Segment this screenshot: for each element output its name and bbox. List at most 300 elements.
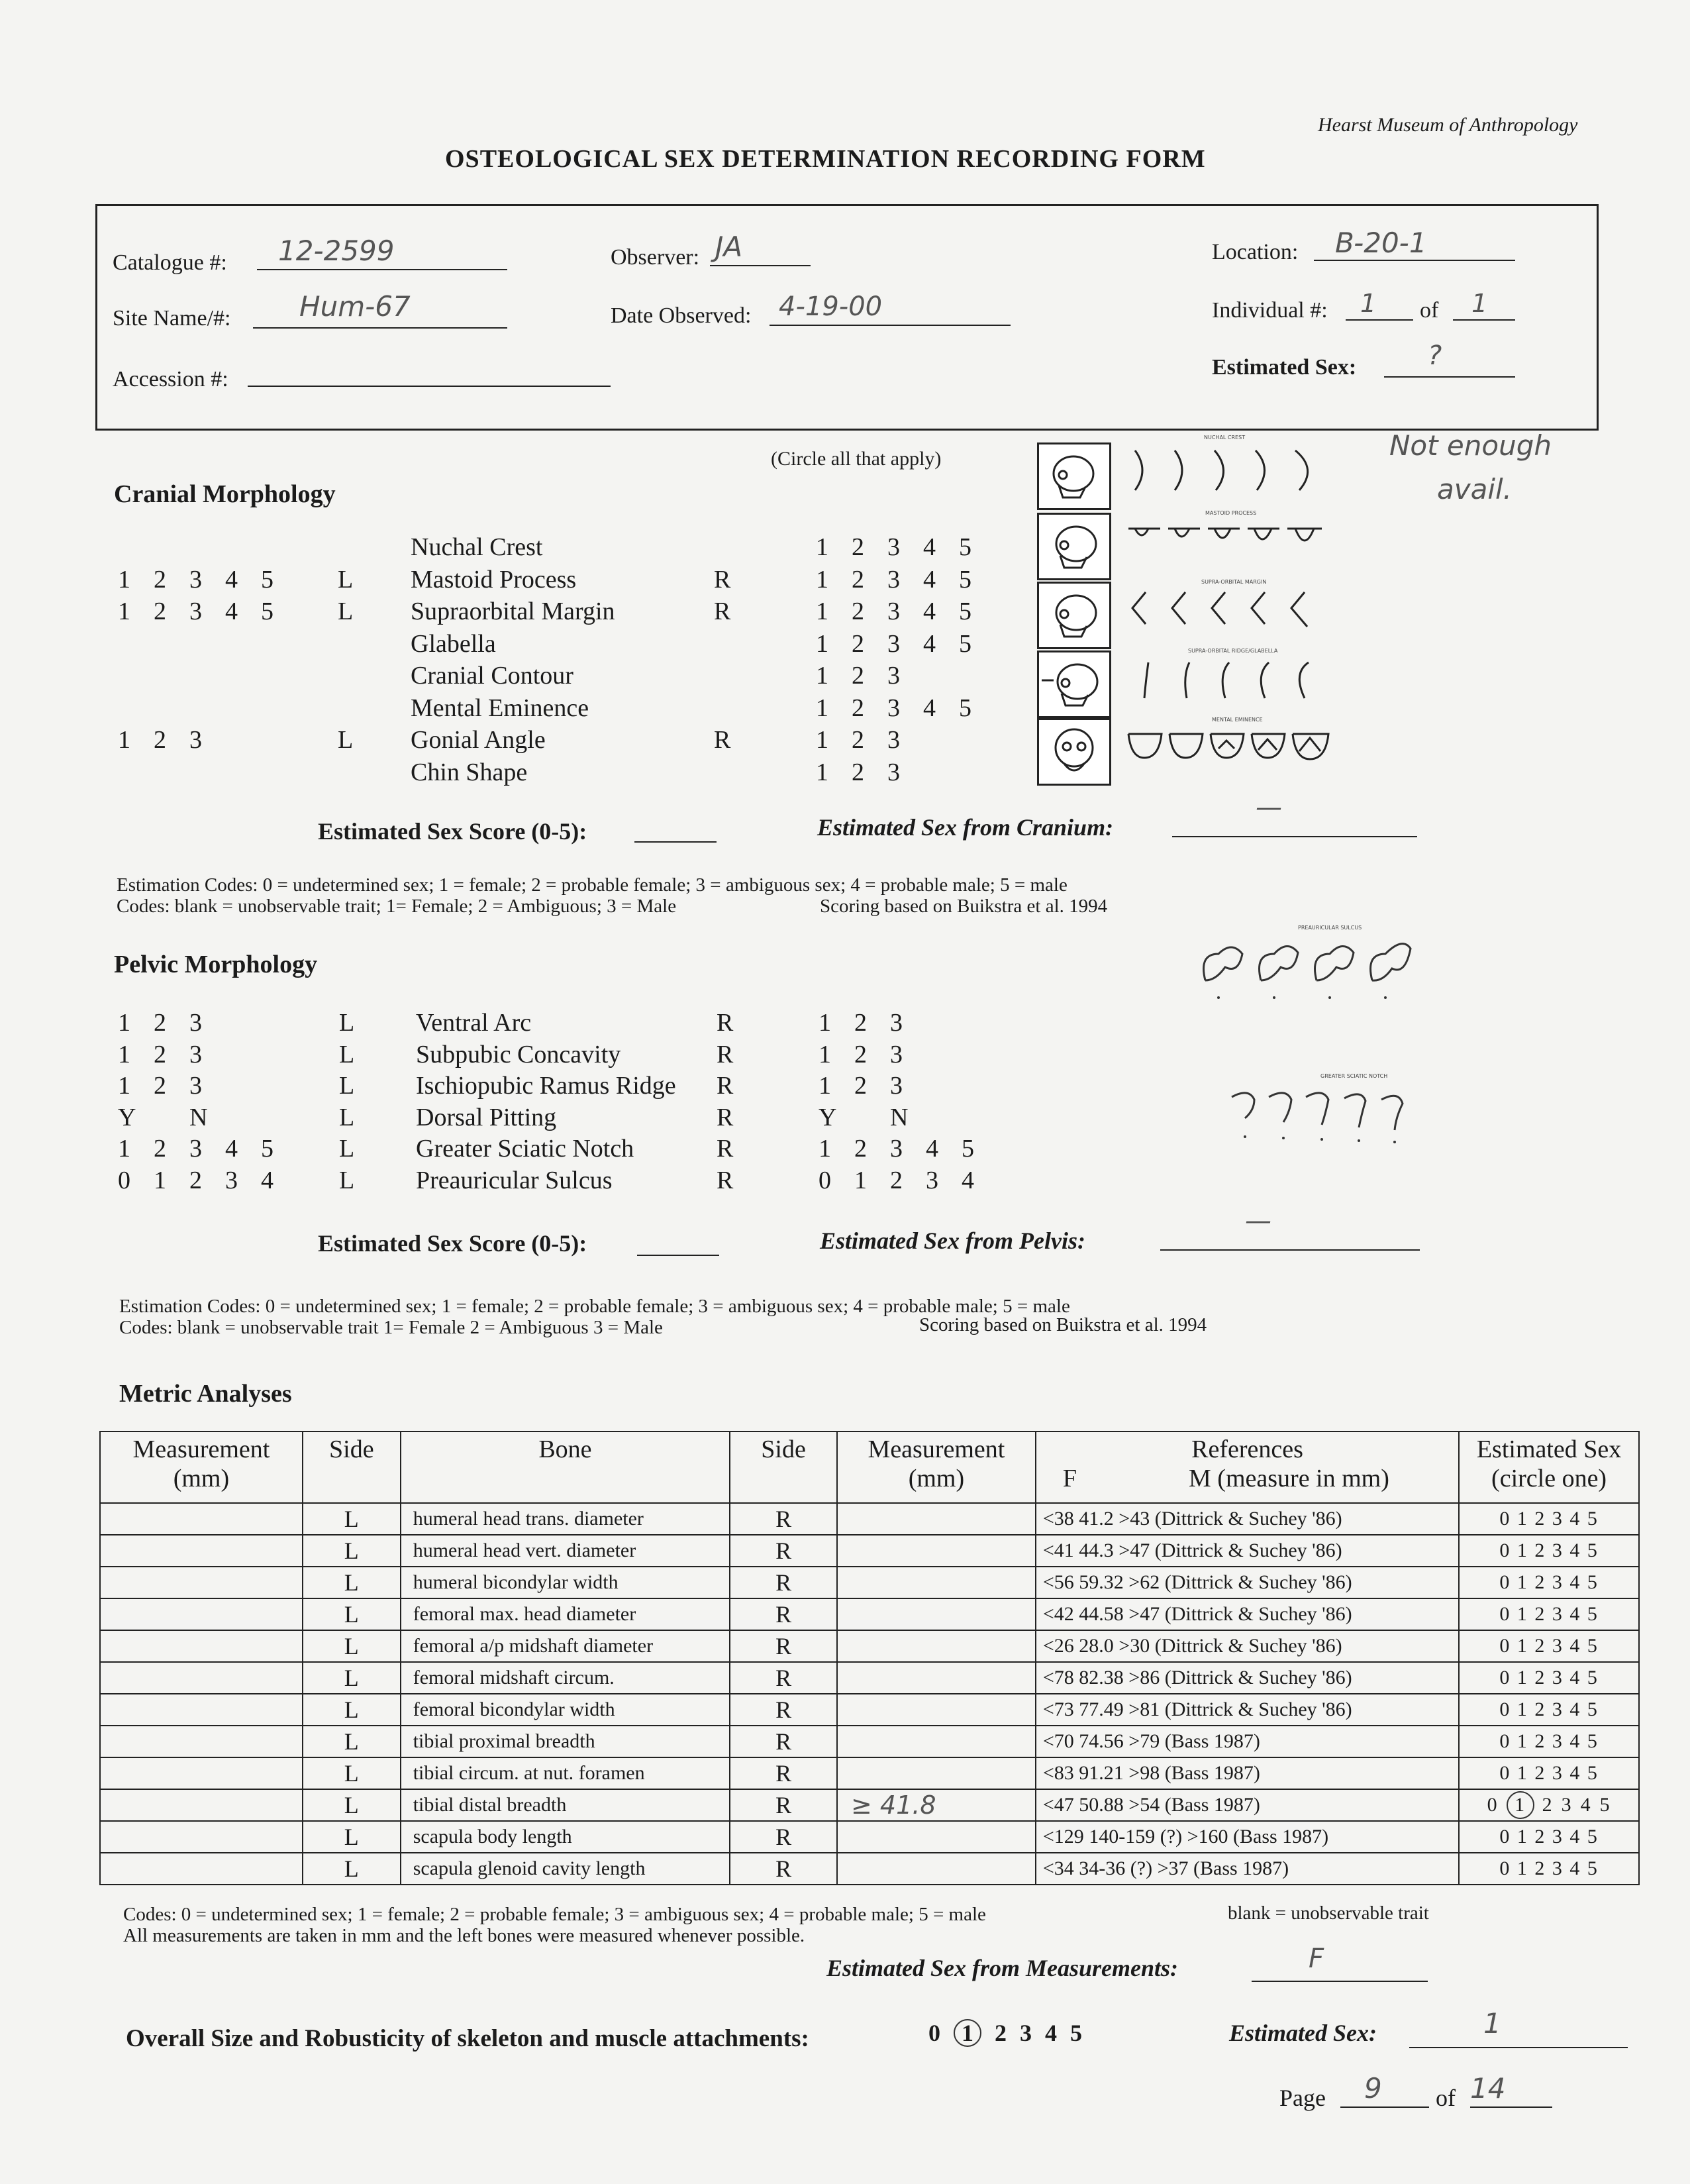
cranial-trait-row bbox=[0, 756, 1690, 788]
pelvic-from-value[interactable]: — bbox=[1245, 1206, 1271, 1236]
right-score-option[interactable]: 1 bbox=[816, 726, 828, 754]
metric-title: Metric Analyses bbox=[119, 1380, 292, 1408]
chin-diagram-3 bbox=[1211, 734, 1244, 758]
bone-cell: scapula glenoid cavity length bbox=[401, 1853, 730, 1885]
left-score-option[interactable]: 3 bbox=[189, 565, 202, 594]
mastoid-diagram-5 bbox=[1287, 529, 1322, 541]
right-score-options[interactable] bbox=[816, 660, 923, 692]
page-label: Page bbox=[1279, 2085, 1326, 2111]
left-side-label: L bbox=[338, 726, 354, 754]
supraorbital-diagrams bbox=[1126, 587, 1338, 633]
page-total[interactable]: 14 bbox=[1470, 2072, 1506, 2105]
reference-cell: <73 77.49 >81 (Dittrick & Suchey '86) bbox=[1036, 1694, 1459, 1726]
table-row bbox=[100, 1567, 1639, 1598]
measurement-right-cell[interactable] bbox=[837, 1503, 1036, 1535]
trait-name: Ventral Arc bbox=[416, 1009, 532, 1037]
sex-option[interactable]: 0 bbox=[1487, 1794, 1499, 1816]
left-score-option[interactable]: 3 bbox=[189, 1009, 202, 1037]
skull-icon bbox=[1039, 444, 1109, 508]
left-score-option[interactable]: 3 bbox=[189, 598, 202, 625]
table-row bbox=[100, 1853, 1639, 1885]
left-score-option[interactable]: 3 bbox=[189, 1040, 202, 1068]
right-side-label: R bbox=[714, 565, 731, 594]
cranial-trait-row bbox=[0, 628, 1690, 660]
table-row bbox=[100, 1821, 1639, 1853]
left-score-option[interactable]: 1 bbox=[118, 1009, 130, 1037]
right-score-option[interactable]: 2 bbox=[890, 1166, 903, 1194]
location-line bbox=[1314, 260, 1515, 261]
measurement-right-cell[interactable] bbox=[837, 1598, 1036, 1630]
left-side-label: L bbox=[339, 1009, 355, 1037]
left-score-option[interactable]: 2 bbox=[154, 1135, 166, 1163]
right-score-option[interactable]: 3 bbox=[887, 533, 900, 561]
estimated-sex-options[interactable]: 0 1 2 3 4 5 bbox=[1459, 1630, 1639, 1662]
right-score-option[interactable]: 3 bbox=[887, 629, 900, 658]
page-line bbox=[1340, 2106, 1429, 2108]
metric-from-value[interactable]: F bbox=[1309, 1944, 1324, 1974]
right-side-label: R bbox=[717, 1072, 734, 1100]
left-score-option[interactable]: 5 bbox=[261, 565, 273, 594]
cranial-score-label: Estimated Sex Score (0-5): bbox=[318, 818, 587, 845]
nuchal-crest-diagrams bbox=[1126, 444, 1338, 497]
reference-cell: <26 28.0 >30 (Dittrick & Suchey '86) bbox=[1036, 1630, 1459, 1662]
catalogue-value[interactable]: 12-2599 bbox=[278, 234, 395, 267]
header-side-left: Side bbox=[303, 1431, 401, 1503]
sex-option[interactable]: 3 bbox=[1561, 1794, 1573, 1816]
right-score-option[interactable]: 2 bbox=[852, 598, 864, 625]
right-side-label: R bbox=[714, 598, 731, 625]
right-score-options[interactable] bbox=[819, 1133, 997, 1165]
circled-option[interactable]: 1 bbox=[954, 2019, 981, 2047]
bone-cell: humeral bicondylar width bbox=[401, 1567, 730, 1598]
right-score-option[interactable]: 3 bbox=[887, 726, 900, 754]
reference-cell: <38 41.2 >43 (Dittrick & Suchey '86) bbox=[1036, 1503, 1459, 1535]
side-left-cell: L bbox=[303, 1694, 401, 1726]
trait-name: Chin Shape bbox=[411, 758, 528, 786]
header-measurement-right: Measurement (mm) bbox=[837, 1431, 1036, 1503]
left-score-option[interactable]: 2 bbox=[154, 565, 166, 594]
robusticity-option[interactable]: 2 bbox=[995, 2020, 1007, 2046]
individual-total[interactable]: 1 bbox=[1471, 289, 1488, 318]
right-score-option[interactable]: 3 bbox=[890, 1135, 903, 1163]
right-score-option[interactable]: 3 bbox=[887, 565, 900, 594]
header-side-right: Side bbox=[730, 1431, 837, 1503]
sex-option[interactable]: 4 bbox=[1580, 1794, 1592, 1816]
left-score-options[interactable] bbox=[118, 596, 297, 627]
right-score-options[interactable] bbox=[816, 564, 995, 596]
header-bone: Bone bbox=[401, 1431, 730, 1503]
date-value[interactable]: 4-19-00 bbox=[779, 291, 883, 322]
estimated-sex-options[interactable]: 0 1 2 3 4 5 bbox=[1459, 1598, 1639, 1630]
measurement-right-cell[interactable] bbox=[837, 1726, 1036, 1757]
measurement-left-cell[interactable] bbox=[100, 1535, 303, 1567]
right-score-option[interactable]: 2 bbox=[854, 1072, 867, 1100]
right-score-options[interactable] bbox=[816, 692, 995, 724]
right-score-options[interactable] bbox=[816, 596, 995, 627]
table-row bbox=[100, 1789, 1639, 1821]
cranial-trait-row bbox=[0, 596, 1690, 627]
circled-option[interactable]: 1 bbox=[1507, 1791, 1534, 1819]
bone-cell: femoral max. head diameter bbox=[401, 1598, 730, 1630]
cranial-from-line bbox=[1172, 836, 1417, 837]
left-side-label: L bbox=[339, 1103, 355, 1131]
table-row bbox=[100, 1503, 1639, 1535]
diagram-label-mastoid: MASTOID PROCESS bbox=[1205, 510, 1257, 516]
skull-lateral-thumb-2 bbox=[1037, 513, 1111, 580]
individual-of-label: of bbox=[1420, 298, 1439, 323]
left-score-option[interactable]: 1 bbox=[118, 1072, 130, 1100]
sex-option[interactable]: 2 bbox=[1542, 1794, 1554, 1816]
side-left-cell: L bbox=[303, 1662, 401, 1694]
left-score-option[interactable]: 3 bbox=[189, 1072, 202, 1100]
reference-cell: <42 44.58 >47 (Dittrick & Suchey '86) bbox=[1036, 1598, 1459, 1630]
estimated-sex-options[interactable]: 0 1 2 3 4 5 bbox=[1459, 1853, 1639, 1885]
table-row bbox=[100, 1694, 1639, 1726]
glabella-diagram-2 bbox=[1185, 662, 1189, 698]
left-score-option[interactable]: 2 bbox=[189, 1166, 202, 1194]
metric-table bbox=[99, 1431, 1640, 1885]
metric-table-body bbox=[100, 1503, 1639, 1885]
trait-name: Subpubic Concavity bbox=[416, 1040, 621, 1068]
left-score-option[interactable]: 1 bbox=[154, 1166, 166, 1194]
side-right-cell: R bbox=[730, 1567, 837, 1598]
header-estimated-sex: Estimated Sex (circle one) bbox=[1459, 1431, 1639, 1503]
bone-cell: scapula body length bbox=[401, 1821, 730, 1853]
supraorbital-diagram-3 bbox=[1212, 592, 1225, 624]
cranial-codes-2a: Codes: blank = unobservable trait; 1= Female; 2 = Ambiguous; 3 = Male bbox=[117, 896, 677, 917]
header-est-sex-value[interactable]: ? bbox=[1428, 340, 1442, 371]
right-score-option[interactable]: 2 bbox=[852, 629, 864, 658]
overall-label: Overall Size and Robusticity of skeleton and muscle attachments: bbox=[126, 2025, 809, 2052]
cranial-trait-row bbox=[0, 531, 1690, 563]
measurement-right-cell[interactable] bbox=[837, 1757, 1036, 1789]
right-score-option[interactable]: 2 bbox=[852, 533, 864, 561]
right-score-option[interactable]: Y bbox=[819, 1103, 837, 1131]
overall-est-line bbox=[1409, 2047, 1628, 2048]
individual-label: Individual #: bbox=[1212, 298, 1328, 323]
estimated-sex-options[interactable]: 0 1 2 3 4 5 bbox=[1459, 1694, 1639, 1726]
right-score-option[interactable]: 1 bbox=[819, 1009, 831, 1037]
form-title: OSTEOLOGICAL SEX DETERMINATION RECORDING FORM bbox=[445, 145, 1206, 173]
right-score-option[interactable]: 1 bbox=[816, 662, 828, 690]
estimated-sex-options[interactable]: 0 1 2 3 4 5 bbox=[1459, 1567, 1639, 1598]
reference-cell: <56 59.32 >62 (Dittrick & Suchey '86) bbox=[1036, 1567, 1459, 1598]
left-score-option[interactable]: 2 bbox=[154, 598, 166, 625]
measurement-left-cell[interactable] bbox=[100, 1662, 303, 1694]
bone-cell: femoral a/p midshaft diameter bbox=[401, 1630, 730, 1662]
measurement-left-cell[interactable] bbox=[100, 1598, 303, 1630]
right-side-label: R bbox=[717, 1040, 734, 1068]
right-score-option[interactable]: 1 bbox=[816, 758, 828, 786]
pelvic-trait-row bbox=[0, 1102, 1690, 1133]
mastoid-diagram-2 bbox=[1168, 529, 1200, 537]
reference-cell: <129 140-159 (?) >160 (Bass 1987) bbox=[1036, 1821, 1459, 1853]
date-line bbox=[770, 325, 1011, 326]
right-score-option[interactable]: 1 bbox=[819, 1072, 831, 1100]
right-score-option[interactable]: 0 bbox=[819, 1166, 831, 1194]
measurement-left-cell[interactable] bbox=[100, 1853, 303, 1885]
left-score-option[interactable]: 3 bbox=[225, 1166, 238, 1194]
glabella-diagram-1 bbox=[1144, 662, 1148, 698]
measurement-right-cell[interactable] bbox=[837, 1535, 1036, 1567]
trait-name: Mental Eminence bbox=[411, 694, 589, 722]
bone-cell: humeral head trans. diameter bbox=[401, 1503, 730, 1535]
right-score-option[interactable]: 3 bbox=[887, 662, 900, 690]
left-side-label: L bbox=[339, 1135, 355, 1163]
left-side-label: L bbox=[339, 1072, 355, 1100]
pelvic-codes-1: Estimation Codes: 0 = undetermined sex; 1 = female; 2 = probable female; 3 = ambiguous sex; 4 = probable male; 5 = male bbox=[119, 1296, 1070, 1317]
measurement-left-cell[interactable] bbox=[100, 1567, 303, 1598]
left-score-options[interactable] bbox=[118, 1165, 297, 1196]
measurement-right-cell[interactable] bbox=[837, 1662, 1036, 1694]
left-score-option[interactable]: 1 bbox=[118, 565, 130, 594]
estimated-sex-options[interactable]: 0 1 2 3 4 5 bbox=[1459, 1726, 1639, 1757]
left-score-options[interactable] bbox=[118, 724, 225, 756]
left-score-option[interactable]: 4 bbox=[261, 1166, 273, 1194]
reference-cell: <34 34-36 (?) >37 (Bass 1987) bbox=[1036, 1853, 1459, 1885]
right-score-option[interactable]: 3 bbox=[887, 758, 900, 786]
individual-value[interactable]: 1 bbox=[1360, 289, 1377, 318]
right-score-option[interactable]: 5 bbox=[962, 1135, 974, 1163]
estimated-sex-options[interactable] bbox=[1459, 1789, 1639, 1821]
measurement-left-cell[interactable] bbox=[100, 1694, 303, 1726]
right-score-option[interactable]: 3 bbox=[890, 1040, 903, 1068]
robusticity-option[interactable]: 4 bbox=[1045, 2020, 1057, 2046]
left-score-option[interactable]: 1 bbox=[118, 1135, 130, 1163]
left-score-option[interactable]: 1 bbox=[118, 726, 130, 754]
accession-line bbox=[248, 386, 611, 387]
right-score-option[interactable]: 4 bbox=[962, 1166, 974, 1194]
right-score-option[interactable]: 1 bbox=[854, 1166, 867, 1194]
right-score-option[interactable]: 1 bbox=[816, 629, 828, 658]
measurement-left-cell[interactable] bbox=[100, 1821, 303, 1853]
right-score-options[interactable] bbox=[819, 1165, 997, 1196]
catalogue-label: Catalogue #: bbox=[113, 250, 227, 275]
right-score-option[interactable]: 1 bbox=[819, 1135, 831, 1163]
robusticity-option[interactable]: 3 bbox=[1020, 2020, 1032, 2046]
catalogue-line bbox=[257, 269, 507, 270]
left-score-option[interactable]: 1 bbox=[118, 1040, 130, 1068]
trait-name: Glabella bbox=[411, 629, 496, 658]
left-score-options[interactable] bbox=[118, 1039, 225, 1070]
robusticity-option[interactable]: 5 bbox=[1070, 2020, 1082, 2046]
right-score-option[interactable]: 1 bbox=[816, 565, 828, 594]
right-score-option[interactable]: 1 bbox=[816, 598, 828, 625]
site-value[interactable]: Hum-67 bbox=[299, 290, 411, 323]
estimated-sex-options[interactable]: 0 1 2 3 4 5 bbox=[1459, 1821, 1639, 1853]
right-score-options[interactable] bbox=[816, 531, 995, 563]
table-row bbox=[100, 1757, 1639, 1789]
side-right-cell: R bbox=[730, 1630, 837, 1662]
individual-line bbox=[1346, 319, 1413, 321]
measurement-left-cell[interactable] bbox=[100, 1789, 303, 1821]
left-score-option[interactable]: 0 bbox=[118, 1166, 130, 1194]
left-score-option[interactable]: 2 bbox=[154, 1072, 166, 1100]
preauricular-diagram-2 bbox=[1260, 946, 1299, 980]
overall-est-value[interactable]: 1 bbox=[1483, 2007, 1501, 2040]
right-score-option[interactable]: 4 bbox=[923, 694, 936, 722]
overall-scale[interactable] bbox=[922, 2019, 1089, 2047]
right-score-option[interactable]: 4 bbox=[923, 533, 936, 561]
left-score-option[interactable]: 3 bbox=[189, 1135, 202, 1163]
metric-from-label: Estimated Sex from Measurements: bbox=[826, 1955, 1179, 1981]
left-score-options[interactable] bbox=[118, 1070, 225, 1102]
glabella-diagrams bbox=[1126, 656, 1338, 709]
bone-cell: tibial distal breadth bbox=[401, 1789, 730, 1821]
chin-diagram-4 bbox=[1252, 734, 1285, 758]
right-score-option[interactable]: 4 bbox=[926, 1135, 938, 1163]
right-score-option[interactable]: 1 bbox=[816, 694, 828, 722]
mastoid-diagram-4 bbox=[1248, 529, 1279, 539]
right-score-option[interactable]: 5 bbox=[959, 565, 971, 594]
measurement-left-cell[interactable] bbox=[100, 1757, 303, 1789]
right-score-option[interactable]: 5 bbox=[959, 533, 971, 561]
site-line bbox=[253, 327, 507, 329]
left-score-option[interactable]: 5 bbox=[261, 1135, 273, 1163]
nuchal-diagram-4 bbox=[1256, 450, 1265, 490]
right-score-option[interactable]: N bbox=[890, 1103, 909, 1131]
cranial-from-value[interactable]: — bbox=[1256, 792, 1282, 823]
side-left-cell: L bbox=[303, 1726, 401, 1757]
measurement-right-cell[interactable] bbox=[837, 1567, 1036, 1598]
right-score-options[interactable] bbox=[816, 756, 923, 788]
trait-name: Mastoid Process bbox=[411, 565, 577, 594]
cranial-trait-row bbox=[0, 660, 1690, 692]
measurement-left-cell[interactable] bbox=[100, 1503, 303, 1535]
glabella-diagram-4 bbox=[1261, 662, 1269, 698]
right-score-option[interactable]: 2 bbox=[852, 565, 864, 594]
right-score-option[interactable]: 3 bbox=[926, 1166, 938, 1194]
side-right-cell: R bbox=[730, 1853, 837, 1885]
left-score-option[interactable]: 5 bbox=[261, 598, 273, 625]
location-value[interactable]: B-20-1 bbox=[1335, 227, 1427, 259]
right-score-option[interactable]: 2 bbox=[854, 1040, 867, 1068]
cranial-title: Cranial Morphology bbox=[114, 480, 336, 508]
estimated-sex-options[interactable]: 0 1 2 3 4 5 bbox=[1459, 1535, 1639, 1567]
left-score-options[interactable] bbox=[118, 1007, 225, 1039]
right-score-options[interactable] bbox=[819, 1007, 926, 1039]
cranial-from-label: Estimated Sex from Cranium: bbox=[817, 814, 1114, 841]
glabella-diagram-3 bbox=[1222, 662, 1229, 698]
left-score-option[interactable]: 2 bbox=[154, 1040, 166, 1068]
estimated-sex-options[interactable]: 0 1 2 3 4 5 bbox=[1459, 1503, 1639, 1535]
left-score-options[interactable] bbox=[118, 1133, 297, 1165]
measurement-right-cell[interactable] bbox=[837, 1694, 1036, 1726]
left-score-option[interactable]: N bbox=[189, 1103, 208, 1131]
right-score-option[interactable]: 3 bbox=[887, 598, 900, 625]
table-row bbox=[100, 1535, 1639, 1567]
measurement-left-cell[interactable] bbox=[100, 1726, 303, 1757]
right-score-option[interactable]: 3 bbox=[887, 694, 900, 722]
right-score-option[interactable]: 2 bbox=[852, 726, 864, 754]
right-score-options[interactable] bbox=[816, 628, 995, 660]
measurement-right-cell[interactable]: ≥ 41.8 bbox=[837, 1789, 1036, 1821]
left-side-label: L bbox=[339, 1166, 355, 1194]
bone-cell: tibial circum. at nut. foramen bbox=[401, 1757, 730, 1789]
site-label: Site Name/#: bbox=[113, 306, 231, 331]
side-right-cell: R bbox=[730, 1726, 837, 1757]
right-score-option[interactable]: 2 bbox=[852, 694, 864, 722]
left-score-option[interactable]: 3 bbox=[189, 726, 202, 754]
metric-header-row bbox=[100, 1431, 1639, 1503]
left-score-option[interactable]: 4 bbox=[225, 1135, 238, 1163]
left-score-option[interactable]: 2 bbox=[154, 1009, 166, 1037]
left-score-option[interactable]: Y bbox=[118, 1103, 136, 1131]
right-score-option[interactable]: 2 bbox=[852, 662, 864, 690]
observer-value[interactable]: JA bbox=[715, 231, 743, 263]
trait-name: Nuchal Crest bbox=[411, 533, 543, 561]
nuchal-diagram-3 bbox=[1215, 450, 1224, 490]
pelvic-trait-row bbox=[0, 1070, 1690, 1102]
measurement-right-cell[interactable] bbox=[837, 1853, 1036, 1885]
side-right-cell: R bbox=[730, 1757, 837, 1789]
table-row bbox=[100, 1726, 1639, 1757]
glabella-diagram-5 bbox=[1299, 662, 1309, 698]
measurement-right-cell[interactable] bbox=[837, 1630, 1036, 1662]
bone-cell: femoral midshaft circum. bbox=[401, 1662, 730, 1694]
side-right-cell: R bbox=[730, 1503, 837, 1535]
right-score-option[interactable]: 5 bbox=[959, 694, 971, 722]
side-right-cell: R bbox=[730, 1535, 837, 1567]
right-score-option[interactable]: 4 bbox=[923, 565, 936, 594]
diagram-label-supraorbital: SUPRA-ORBITAL MARGIN bbox=[1201, 579, 1267, 585]
right-score-options[interactable] bbox=[819, 1102, 926, 1133]
left-score-option[interactable]: 4 bbox=[225, 565, 238, 594]
chin-diagram-1 bbox=[1128, 734, 1162, 758]
robusticity-option[interactable]: 0 bbox=[928, 2020, 940, 2046]
skull-icon bbox=[1039, 584, 1109, 647]
reference-cell: <70 74.56 >79 (Bass 1987) bbox=[1036, 1726, 1459, 1757]
side-left-cell: L bbox=[303, 1853, 401, 1885]
skull-lateral-thumb-4 bbox=[1037, 650, 1111, 718]
right-score-option[interactable]: 3 bbox=[890, 1072, 903, 1100]
right-score-option[interactable]: 2 bbox=[852, 758, 864, 786]
right-score-option[interactable]: 1 bbox=[819, 1040, 831, 1068]
left-score-options[interactable] bbox=[118, 564, 297, 596]
right-score-option[interactable]: 2 bbox=[854, 1135, 867, 1163]
sex-option[interactable]: 5 bbox=[1599, 1794, 1611, 1816]
page-value[interactable]: 9 bbox=[1364, 2072, 1382, 2105]
left-score-option[interactable]: 1 bbox=[118, 598, 130, 625]
right-score-option[interactable]: 5 bbox=[959, 598, 971, 625]
left-score-options[interactable] bbox=[118, 1102, 225, 1133]
cranial-trait-row bbox=[0, 564, 1690, 596]
header-references bbox=[1036, 1431, 1459, 1503]
right-score-option[interactable]: 1 bbox=[816, 533, 828, 561]
side-left-cell: L bbox=[303, 1821, 401, 1853]
left-score-option[interactable]: 4 bbox=[225, 598, 238, 625]
cranial-score-line bbox=[634, 841, 717, 843]
right-score-option[interactable]: 4 bbox=[923, 598, 936, 625]
right-score-option[interactable]: 3 bbox=[890, 1009, 903, 1037]
date-label: Date Observed: bbox=[611, 303, 752, 328]
header-est-sex-label: Estimated Sex: bbox=[1212, 355, 1357, 380]
right-score-option[interactable]: 5 bbox=[959, 629, 971, 658]
right-score-options[interactable] bbox=[816, 724, 923, 756]
measurement-right-cell[interactable] bbox=[837, 1821, 1036, 1853]
left-score-option[interactable]: 2 bbox=[154, 726, 166, 754]
estimated-sex-options[interactable]: 0 1 2 3 4 5 bbox=[1459, 1757, 1639, 1789]
measurement-left-cell[interactable] bbox=[100, 1630, 303, 1662]
right-score-options[interactable] bbox=[819, 1070, 926, 1102]
institution-name: Hearst Museum of Anthropology bbox=[1318, 114, 1578, 136]
bone-cell: humeral head vert. diameter bbox=[401, 1535, 730, 1567]
right-score-option[interactable]: 4 bbox=[923, 629, 936, 658]
estimated-sex-options[interactable]: 0 1 2 3 4 5 bbox=[1459, 1662, 1639, 1694]
right-score-options[interactable] bbox=[819, 1039, 926, 1070]
right-score-option[interactable]: 2 bbox=[854, 1009, 867, 1037]
pelvic-trait-row bbox=[0, 1007, 1690, 1039]
